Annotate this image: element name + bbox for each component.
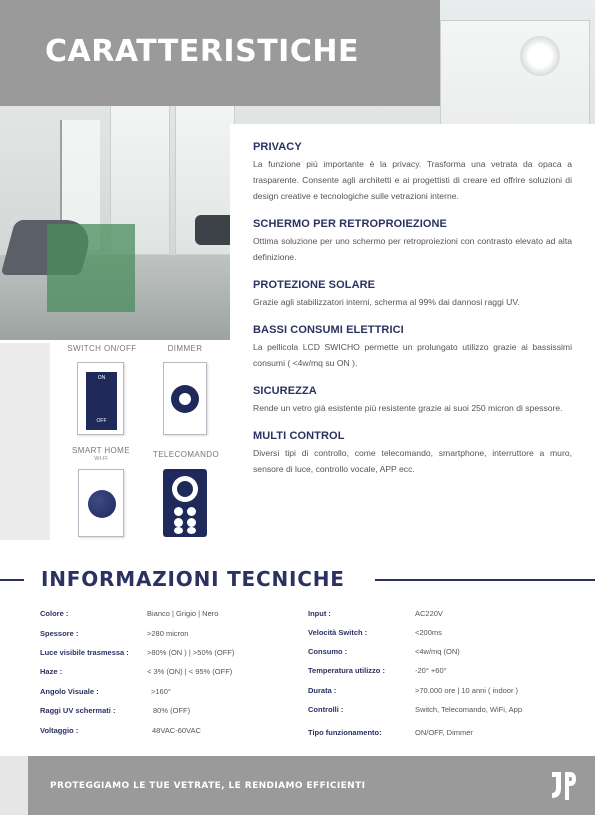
feature-title: SCHERMO PER RETROPROIEZIONE xyxy=(253,218,447,230)
on-label: ON xyxy=(97,375,106,381)
spec-value: >70.000 ore | 10 anni ( indoor ) xyxy=(415,686,519,695)
spec-key: Controlli : xyxy=(308,705,344,714)
gray-strip xyxy=(0,343,50,540)
off-button xyxy=(86,401,117,430)
spec-key: Luce visibile trasmessa : xyxy=(40,648,129,657)
footer-slogan: PROTEGGIAMO LE TUE VETRATE, LE RENDIAMO EFFICIENTI xyxy=(50,781,366,791)
remote-button-icon xyxy=(187,527,196,534)
tech-heading xyxy=(0,565,595,595)
spec-value: 80% (OFF) xyxy=(153,706,191,715)
spec-key: Colore : xyxy=(40,609,69,618)
feature-title: SICUREZZA xyxy=(253,385,317,397)
spec-key: Spessore : xyxy=(40,629,79,638)
features-panel xyxy=(230,124,595,544)
spec-value: < 3% (ON) | < 95% (OFF) xyxy=(147,667,233,676)
feature-solar-protection xyxy=(253,279,572,310)
spec-value: ON/OFF, Dimmer xyxy=(415,728,473,737)
brand-logo-icon xyxy=(548,770,578,802)
feature-rear-projection xyxy=(253,218,572,265)
remote-main-button-icon xyxy=(172,476,198,502)
spec-value: AC220V xyxy=(415,609,443,618)
feature-multi-control xyxy=(253,430,572,477)
footer-edge xyxy=(0,756,28,815)
switch-onoff-label: SWITCH ON/OFF xyxy=(67,344,137,353)
spec-value: >280 micron xyxy=(147,629,189,638)
on-button xyxy=(86,372,117,401)
tech-title: INFORMAZIONI TECNICHE xyxy=(41,567,345,591)
spec-value: Bianco | Grigio | Nero xyxy=(147,609,219,618)
remote-button-icon xyxy=(187,507,196,516)
spec-key: Haze : xyxy=(40,667,63,676)
remote-button-icon xyxy=(174,527,183,534)
feature-title: BASSI CONSUMI ELETTRICI xyxy=(253,324,404,336)
feature-text: Ottima soluzione per uno schermo per retroproiezioni con contrasto elevato ad alta definizione. xyxy=(253,236,572,262)
remote-button-icon xyxy=(174,507,183,516)
spec-value: <200ms xyxy=(415,628,442,637)
spec-value: -20° +60° xyxy=(415,666,447,675)
spec-value: <4w/mq (ON) xyxy=(415,647,460,656)
footer-band xyxy=(0,756,595,815)
smart-button-icon xyxy=(88,490,116,518)
page-title: CARATTERISTICHE xyxy=(45,34,359,69)
feature-title: PROTEZIONE SOLARE xyxy=(253,279,376,291)
spec-key: Raggi UV schermati : xyxy=(40,706,116,715)
spec-key: Voltaggio : xyxy=(40,726,79,735)
wifi-sublabel: WI-FI xyxy=(94,456,108,462)
remote-label: TELECOMANDO xyxy=(152,450,220,459)
dimmer-knob-icon xyxy=(171,385,199,413)
spec-value: 48VAC-60VAC xyxy=(152,726,201,735)
spec-key: Velocità Switch : xyxy=(308,628,368,637)
feature-privacy xyxy=(253,141,572,204)
remote-control-device xyxy=(163,469,207,537)
heading-rule-right xyxy=(375,579,595,581)
off-label: OFF xyxy=(96,418,107,424)
smart-home-label: SMART HOME xyxy=(72,446,130,455)
spec-value: >160° xyxy=(151,687,171,696)
feature-text: Diversi tipi di controllo, come telecomando, smartphone, interruttore a muro, sensore di luce, controllo vocale, APP ecc. xyxy=(253,448,572,474)
heading-rule-left xyxy=(0,579,24,581)
feature-title: PRIVACY xyxy=(253,141,302,153)
dimmer-label: DIMMER xyxy=(167,344,203,353)
smart-home-device xyxy=(78,469,124,537)
spec-key: Input : xyxy=(308,609,331,618)
spec-key: Angolo Visuale : xyxy=(40,687,99,696)
ceiling-lamp xyxy=(520,36,560,76)
remote-button-icon xyxy=(187,518,196,527)
switch-onoff-device xyxy=(77,362,124,435)
title-banner xyxy=(0,0,440,106)
feature-text: La funzione più importante è la privacy. Trasforma una vetrata da opaca a trasparente. Consente agli architetti e ai progettisti di creare ed offrire soluzioni di design creative e tecnologiche sulle vetrazioni interne. xyxy=(253,159,572,201)
remote-button-icon xyxy=(174,518,183,527)
spec-key: Consumo : xyxy=(308,647,348,656)
feature-title: MULTI CONTROL xyxy=(253,430,345,442)
spec-value: >80% (ON ) | >50% (OFF) xyxy=(147,648,235,657)
feature-text: Rende un vetro già esistente più resistente grazie ai suoi 250 micron di spessore. xyxy=(253,403,563,413)
spec-value: Switch, Telecomando, WiFi, App xyxy=(415,705,522,714)
spec-key: Durata : xyxy=(308,686,337,695)
spec-key: Temperatura utilizzo : xyxy=(308,666,385,675)
green-accent-square xyxy=(47,224,135,312)
dimmer-device xyxy=(163,362,207,435)
feature-low-consumption xyxy=(253,324,572,371)
feature-text: Grazie agli stabilizzatori interni, scherma al 99% dai dannosi raggi UV. xyxy=(253,297,520,307)
feature-text: La pellicola LCD SWICHO permette un prolungato utilizzo grazie ai bassissimi consumi ( <4w/mq su ON ). xyxy=(253,342,572,368)
spec-key: Tipo funzionamento: xyxy=(308,728,382,737)
feature-safety xyxy=(253,385,572,416)
